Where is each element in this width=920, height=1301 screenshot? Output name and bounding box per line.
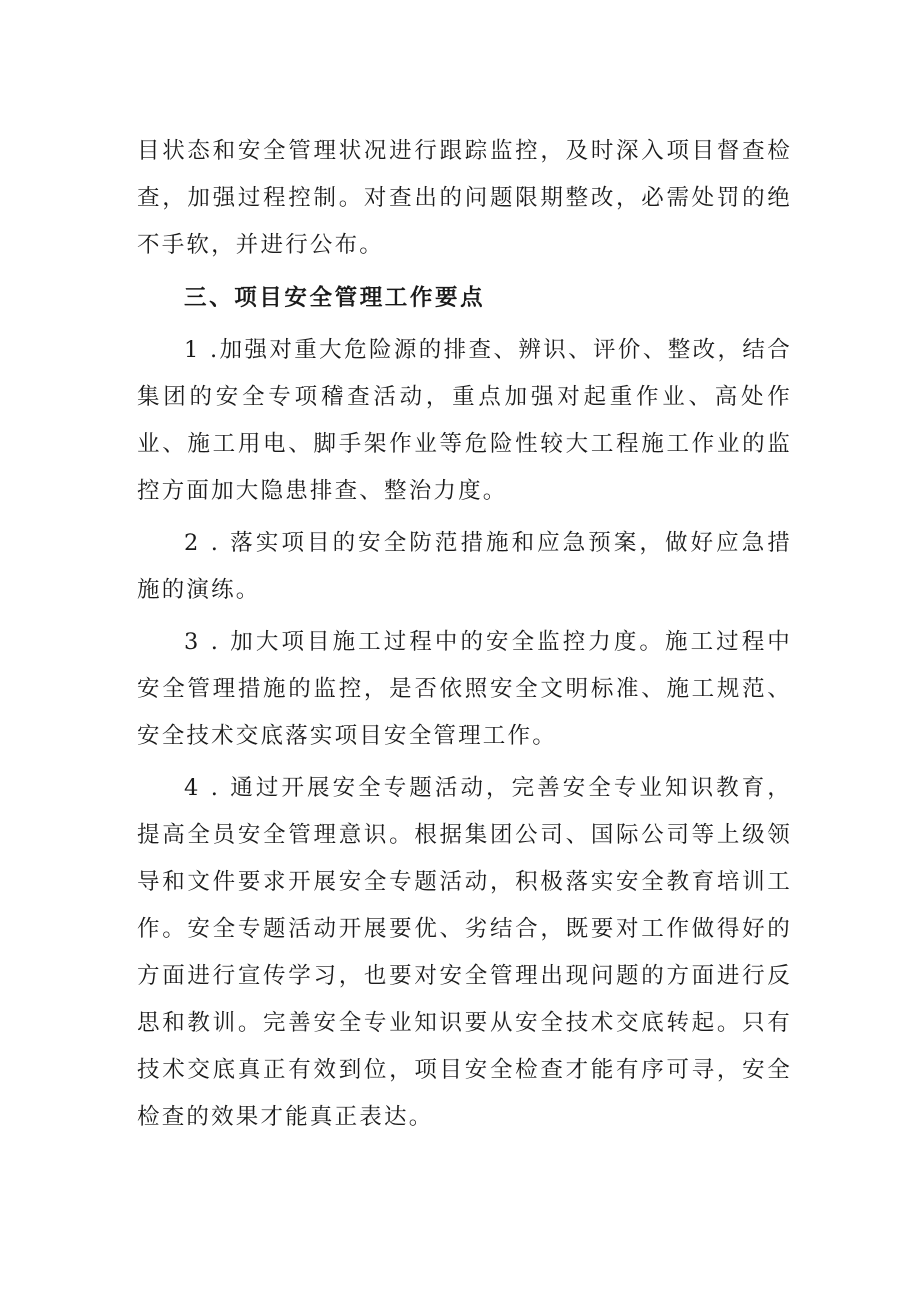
document-body bbox=[137, 128, 792, 1141]
section-heading: 三、项目安全管理工作要点 bbox=[184, 285, 486, 311]
list-item-2: 2 . 落实项目的安全防范措施和应急预案，做好应急措施的演练。 bbox=[137, 530, 792, 603]
continuation-paragraph: 目状态和安全管理状况进行跟踪监控，及时深入项目督查检查，加强过程控制。对查出的问题限期整改，必需处罚的绝不手软，并进行公布。 bbox=[137, 138, 792, 258]
list-item-4: 4 . 通过开展安全专题活动，完善安全专业知识教育，提高全员安全管理意识。根据集团公司、国际公司等上级领导和文件要求开展安全专题活动，积极落实安全教育培训工作。安全专题活动开展要优、劣结合，既要对工作做得好的方面进行宣传学习，也要对安全管理出现问题的方面进行反思和教训。完善安全专业知识要从安全技术交底转起。只有技术交底真正有效到位，项目安全检查才能有序可寻，安全检查的效果才能真正表达。 bbox=[137, 775, 792, 1130]
list-item-1: 1 .加强对重大危险源的排查、辨识、评价、整改，结合集团的安全专项稽查活动，重点加强对起重作业、高处作业、施工用电、脚手架作业等危险性较大工程施工作业的监控方面加大隐患排查、整治力度。 bbox=[137, 337, 792, 504]
list-item-3: 3 . 加大项目施工过程中的安全监控力度。施工过程中安全管理措施的监控，是否依照安全文明标准、施工规范、安全技术交底落实项目安全管理工作。 bbox=[137, 629, 792, 749]
